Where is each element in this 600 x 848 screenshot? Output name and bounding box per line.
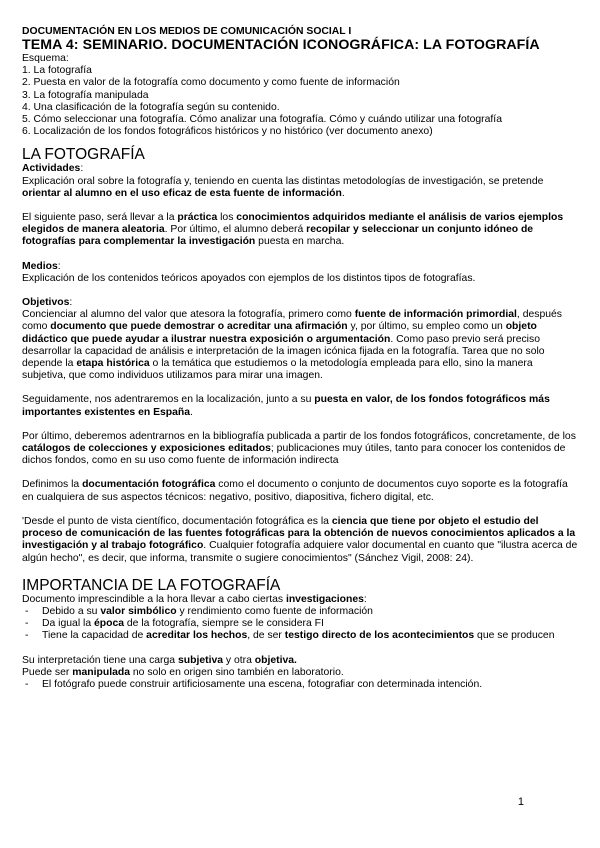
outline-item: 3. La fotografía manipulada [22,89,149,101]
outline-item: 4. Una clasificación de la fotografía según su contenido. [22,101,280,113]
objectives-paragraph-3: Por último, deberemos adentrarnos en la bibliografía publicada a partir de los fondos fotográficos, concretamente, de los catálogos de colecciones y exposiciones editados; publicaciones muy útiles, tanto para conocer los contenidos de dichos fondos, como en su uso como fuente de información indirecta [22,430,576,467]
objectives-label: Objetivos: [22,297,73,309]
importance-intro: Documento imprescindible a la hora llevar a cabo ciertas investigaciones: [22,593,367,605]
manipulation-line: Puede ser manipulada no solo en origen sino también en laboratorio. [22,666,344,678]
media-paragraph: Explicación de los contenidos teóricos apoyados con ejemplos de los distintos tipos de fotografías. [22,272,476,284]
emphasis: objeto didáctico que puede ayudar a ilustrar nuestra exposición o argumentación [22,321,537,345]
outline-item: 2. Puesta en valor de la fotografía como documento y como fuente de información [22,77,400,89]
outline-item: 6. Localización de los fondos fotográficos históricos y no histórico (ver documento anexo) [22,126,433,138]
page-number: 1 [517,796,524,808]
emphasis: manipulada [72,666,131,678]
section-heading-la-fotografia: LA FOTOGRAFÍA [22,146,145,164]
list-item: - El fotógrafo puede construir artificiosamente una escena, fotografiar con determinada intención. [22,679,578,691]
emphasis: etapa histórica [76,358,150,370]
activities-label: Actividades: [22,163,84,175]
emphasis: puesta en valor, de los fondos fotográficos más importantes existentes en España [22,394,550,418]
emphasis: práctica [177,212,218,224]
emphasis: valor simbólico [100,605,177,617]
objectives-paragraph-2: Seguidamente, nos adentraremos en la localización, junto a su puesta en valor, de los fondos fotográficos más importantes existentes en España. [22,394,550,418]
outline-label: Esquema: [22,53,69,64]
emphasis: subjetiva [177,654,224,666]
emphasis: catálogos de colecciones y exposiciones editados [22,443,271,455]
interpretation-line: Su interpretación tiene una carga subjetiva y otra objetiva. [22,654,297,666]
outline-item: 5. Cómo seleccionar una fotografía. Cómo analizar una fotografía. Cómo y cuándo utilizar una fotografía [22,114,502,126]
emphasis: acreditar los hechos [146,630,248,642]
activities-paragraph-2: El siguiente paso, será llevar a la práctica los conocimientos adquiridos mediante el análisis de varios ejemplos elegidos de manera aleatoria. Por último, el alumno deberá recopilar y seleccionar un conjunto idóneo de fotografías para complementar la investigación puesta en marcha. [22,212,564,248]
list-item: - Debido a su valor simbólico y rendimiento como fuente de información [22,606,578,618]
emphasis: documento que puede demostrar o acreditar una afirmación [50,321,348,333]
emphasis: recopilar y seleccionar un conjunto idóneo de fotografías para complementar la investigación [22,224,534,248]
emphasis: orientar al alumno en el uso eficaz de esta fuente de información [22,187,342,199]
objectives-quote: 'Desde el punto de vista científico, documentación fotográfica es la ciencia que tiene por objeto el estudio del proceso de comunicación de las fuentes fotográficas para la obtención de nuevos conocimientos aplicados a la investigación y al trabajo fotográfico. Cualquier fotografía adquiere valor documental en cuanto que "ilustra acerca de algún hecho", es decir, que informa, transmite o sugiere conocimientos" (Sánchez Vigil, 2008: 24). [22,515,578,564]
emphasis: investigaciones [285,593,364,605]
outline-item: 1. La fotografía [22,65,92,77]
emphasis: ciencia que tiene por objeto el estudio del proceso de comunicación de las fuentes fotográficas para la obtención de nuevos conocimientos aplicados a la investigación y al trabajo fotográfico [22,515,576,552]
emphasis: testigo directo de los acontecimientos [284,630,475,642]
emphasis: documentación fotográfica [82,479,216,491]
objectives-paragraph-4: Definimos la documentación fotográfica como el documento o conjunto de documentos cuyo soporte es la fotografía en cualquiera de sus aspectos técnicos: negativo, positivo, diapositiva, fichero digital, etc. [22,479,568,503]
list-item: - Da igual la época de la fotografía, siempre se le considera FI [22,618,578,630]
section-heading-importancia: IMPORTANCIA DE LA FOTOGRAFÍA [22,576,281,594]
activities-paragraph-1: Explicación oral sobre la fotografía y, teniendo en cuenta las distintas metodologías de investigación, se pretende orientar al alumno en el uso eficaz de esta fuente de información. [22,175,544,199]
objectives-paragraph-1: Concienciar al alumno del valor que atesora la fotografía, primero como fuente de información primordial, después como documento que puede demostrar o acreditar una afirmación y, por último, su empleo como un objeto didáctico que puede ayudar a ilustrar nuestra exposición o argumentación. Como paso previo será preciso desarrollar la capacidad de análisis e interpretación de la imagen icónica fijada en la fotografía. Tarea que no solo depende la etapa histórica o la temática que estudiemos o la metodología empleada para ello, sino la manera subjetiva, que como individuos utilizamos para mirar una imagen. [22,309,562,382]
importance-list [22,606,578,643]
outline-list [22,65,578,138]
list-item: - Tiene la capacidad de acreditar los hechos, de ser testigo directo de los acontecimientos que se producen [22,630,578,642]
course-title: DOCUMENTACIÓN EN LOS MEDIOS DE COMUNICACIÓN SOCIAL I [22,26,352,37]
emphasis: conocimientos adquiridos mediante el análisis de varios ejemplos elegidos de manera aleatoria [22,212,564,236]
media-label: Medios: [22,260,61,272]
document-page [22,26,578,691]
emphasis: fuente de información primordial [354,309,517,321]
emphasis: época [93,618,125,630]
manipulation-list [22,679,578,691]
topic-title: TEMA 4: SEMINARIO. DOCUMENTACIÓN ICONOGRÁFICA: LA FOTOGRAFÍA [22,37,540,53]
emphasis: objetiva. [254,654,297,666]
